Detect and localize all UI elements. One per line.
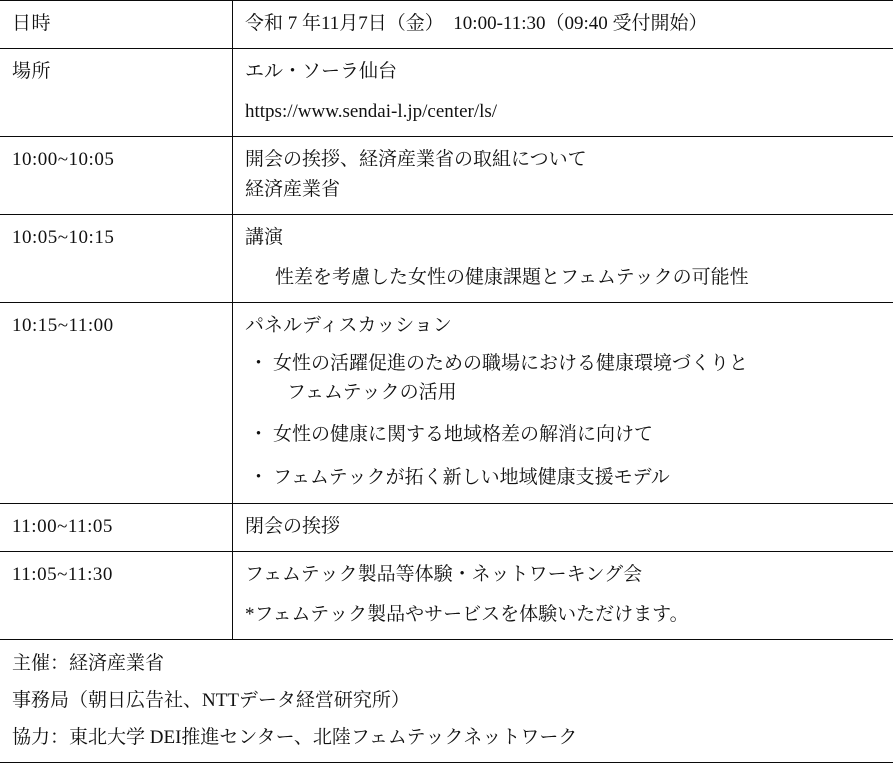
row-text: フェムテック製品等体験・ネットワーキング会 bbox=[245, 561, 893, 590]
bullet-icon: ・ bbox=[249, 350, 268, 379]
row-time-label: 10:05~10:15 bbox=[0, 214, 233, 302]
bullet-icon: ・ bbox=[249, 464, 268, 493]
row-text: 閉会の挨拶 bbox=[245, 513, 893, 542]
table-row bbox=[0, 136, 893, 214]
row-note: *フェムテック製品やサービスを体験いただけます。 bbox=[245, 601, 893, 630]
row-heading: パネルディスカッション bbox=[245, 312, 893, 341]
list-item bbox=[245, 464, 893, 493]
table-row bbox=[0, 48, 893, 136]
row-speaker: 経済産業省 bbox=[245, 176, 893, 205]
schedule-table-body bbox=[0, 1, 893, 763]
table-row bbox=[0, 1, 893, 49]
venue-name: エル・ソーラ仙台 bbox=[245, 58, 893, 87]
panel-topic-list bbox=[245, 350, 893, 492]
secretariat-line: 事務局（朝日広告社、NTTデータ経営研究所） bbox=[12, 686, 893, 715]
row-subtext: 性差を考慮した女性の健康課題とフェムテックの可能性 bbox=[245, 264, 893, 293]
list-item-label: 女性の健康に関する地域格差の解消に向けて bbox=[273, 424, 653, 445]
row-content bbox=[233, 136, 893, 214]
table-row bbox=[0, 551, 893, 639]
table-row bbox=[0, 302, 893, 504]
list-item-label-cont: フェムテックの活用 bbox=[273, 379, 893, 408]
list-item-label: フェムテックが拓く新しい地域健康支援モデル bbox=[273, 467, 670, 488]
row-text: 開会の挨拶、経済産業省の取組について bbox=[245, 146, 893, 175]
row-content bbox=[233, 1, 893, 49]
row-time-label: 10:00~10:05 bbox=[0, 136, 233, 214]
table-row bbox=[0, 214, 893, 302]
venue-url[interactable]: https://www.sendai-l.jp/center/ls/ bbox=[245, 98, 893, 127]
row-time-label: 日時 bbox=[0, 1, 233, 49]
list-item bbox=[245, 350, 893, 407]
row-content bbox=[233, 551, 893, 639]
row-time-label: 場所 bbox=[0, 48, 233, 136]
organizer-line: 主催：経済産業省 bbox=[12, 649, 893, 678]
list-item bbox=[245, 421, 893, 450]
row-content bbox=[233, 504, 893, 552]
list-item-label: 女性の活躍促進のための職場における健康環境づくりと bbox=[273, 353, 748, 374]
bullet-icon: ・ bbox=[249, 421, 268, 450]
row-text: 令和 7 年11月7日（金） 10:00-11:30（09:40 受付開始） bbox=[245, 10, 893, 39]
organizer-block bbox=[0, 639, 893, 762]
row-time-label: 11:00~11:05 bbox=[0, 504, 233, 552]
row-content bbox=[233, 214, 893, 302]
row-time-label: 10:15~11:00 bbox=[0, 302, 233, 504]
row-content bbox=[233, 302, 893, 504]
row-text: 講演 bbox=[245, 224, 893, 253]
row-content bbox=[233, 48, 893, 136]
table-row bbox=[0, 504, 893, 552]
cooperation-line: 協力：東北大学 DEI推進センター、北陸フェムテックネットワーク bbox=[12, 723, 893, 752]
row-time-label: 11:05~11:30 bbox=[0, 551, 233, 639]
organizer-content bbox=[0, 639, 893, 762]
